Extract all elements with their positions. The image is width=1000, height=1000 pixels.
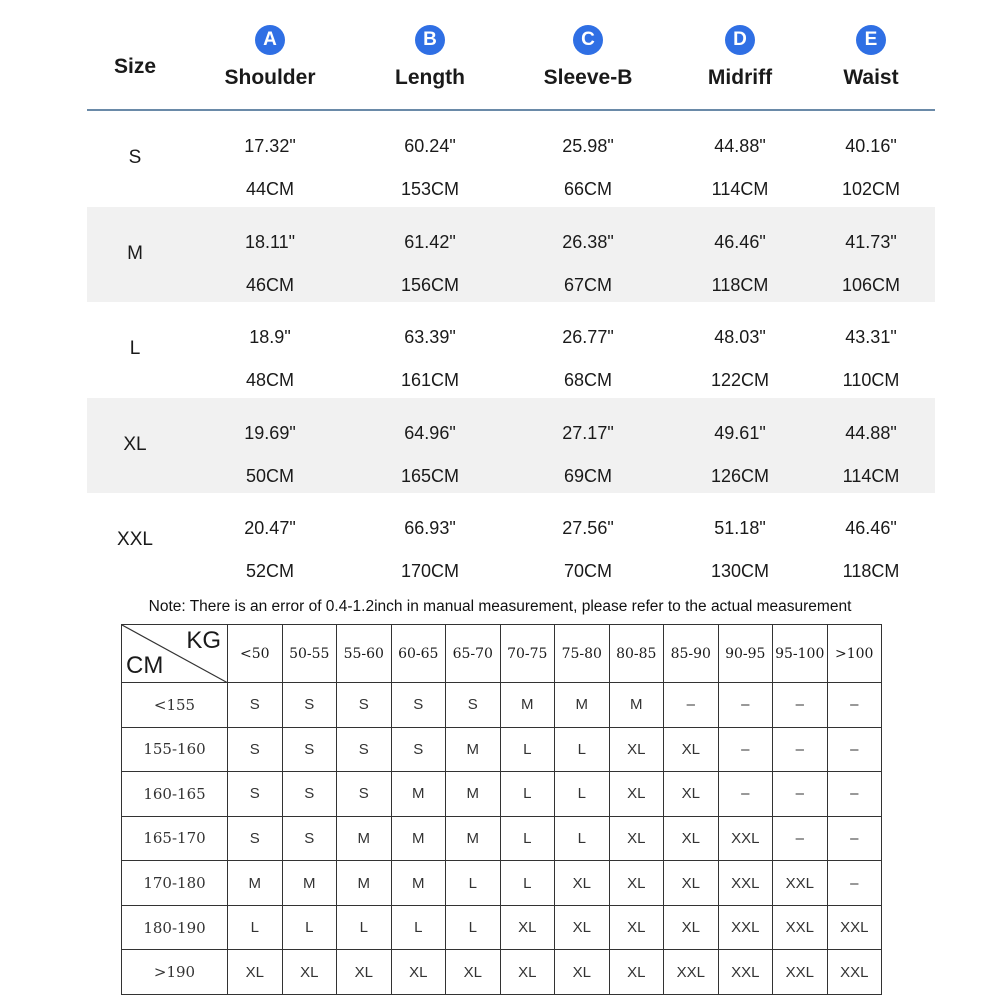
inch-value: 25.98" bbox=[562, 136, 614, 156]
size-cell: M bbox=[282, 861, 337, 906]
inch-value: 63.39" bbox=[404, 327, 456, 348]
column-label: Waist bbox=[843, 66, 899, 89]
size-cell: – bbox=[718, 683, 773, 728]
cm-value: 126CM bbox=[710, 465, 770, 486]
column-label: Shoulder bbox=[224, 66, 316, 89]
size-cell: – bbox=[718, 727, 773, 772]
size-cell: XL bbox=[609, 950, 664, 995]
cm-label: CM bbox=[126, 652, 164, 679]
inch-value: 18.11" bbox=[244, 231, 296, 252]
size-cell: – bbox=[773, 816, 828, 861]
size-cell: – bbox=[827, 727, 882, 772]
size-cell: XL bbox=[609, 905, 664, 950]
size-cell: XXL bbox=[773, 861, 828, 906]
size-cell: M bbox=[446, 816, 501, 861]
cm-value: 67CM bbox=[563, 274, 612, 295]
height-header: 165-170 bbox=[122, 816, 228, 861]
cm-value: 66CM bbox=[563, 179, 612, 199]
size-cell: XL bbox=[555, 950, 610, 995]
cm-value: 118CM bbox=[711, 274, 769, 295]
size-cell: S bbox=[391, 683, 446, 728]
size-cell: – bbox=[827, 772, 882, 817]
size-cell: S bbox=[337, 772, 392, 817]
size-cell: XL bbox=[228, 950, 283, 995]
size-cell: XL bbox=[664, 772, 719, 817]
height-row bbox=[122, 905, 882, 950]
kg-label: KG bbox=[186, 627, 221, 654]
weight-header-row bbox=[122, 625, 882, 683]
size-cell: – bbox=[664, 683, 719, 728]
cm-value: 118CM bbox=[842, 561, 900, 582]
size-cell: L bbox=[555, 727, 610, 772]
size-cell: XXL bbox=[664, 950, 719, 995]
inch-value: 17.32" bbox=[244, 136, 296, 156]
badge-a: A bbox=[255, 25, 285, 55]
size-cell: L bbox=[500, 727, 555, 772]
inch-value: 20.47" bbox=[244, 518, 296, 539]
size-cell: XL bbox=[664, 816, 719, 861]
measurement-row bbox=[87, 398, 935, 493]
cm-value: 46CM bbox=[245, 274, 294, 295]
size-cell: XL bbox=[664, 861, 719, 906]
size-cell: M bbox=[446, 727, 501, 772]
size-cell: XL bbox=[446, 950, 501, 995]
size-header: Size bbox=[113, 55, 157, 78]
size-cell: XL bbox=[609, 861, 664, 906]
cm-value: 114CM bbox=[711, 179, 769, 199]
weight-header: 70-75 bbox=[500, 625, 555, 683]
size-cell: XL bbox=[664, 905, 719, 950]
cm-value: 130CM bbox=[710, 561, 770, 582]
cm-value: 161CM bbox=[400, 370, 460, 391]
inch-value: 46.46" bbox=[845, 518, 897, 539]
row-size-label: XXL bbox=[117, 529, 153, 551]
height-row bbox=[122, 727, 882, 772]
inch-value: 48.03" bbox=[714, 327, 766, 348]
size-cell: L bbox=[446, 905, 501, 950]
size-cell: L bbox=[391, 905, 446, 950]
size-cell: M bbox=[609, 683, 664, 728]
grid-body bbox=[122, 683, 882, 995]
height-row bbox=[122, 772, 882, 817]
size-cell: S bbox=[337, 727, 392, 772]
size-cell: S bbox=[228, 683, 283, 728]
weight-header: 95-100 bbox=[773, 625, 828, 683]
size-cell: M bbox=[391, 861, 446, 906]
cm-value: 52CM bbox=[245, 561, 294, 582]
size-cell: M bbox=[337, 861, 392, 906]
inch-value: 61.42" bbox=[404, 231, 456, 252]
cm-value: 153CM bbox=[400, 179, 460, 199]
size-cell: – bbox=[773, 683, 828, 728]
column-label: Midriff bbox=[707, 66, 773, 89]
height-row bbox=[122, 816, 882, 861]
size-grid-table bbox=[121, 624, 882, 995]
size-cell: L bbox=[500, 861, 555, 906]
row-size-label: L bbox=[129, 338, 141, 360]
cm-value: 102CM bbox=[841, 179, 901, 199]
inch-value: 41.73" bbox=[845, 231, 897, 252]
size-cell: XL bbox=[664, 727, 719, 772]
inch-value: 27.56" bbox=[562, 518, 614, 539]
weight-header: 90-95 bbox=[718, 625, 773, 683]
weight-header: 75-80 bbox=[555, 625, 610, 683]
size-cell: – bbox=[827, 816, 882, 861]
size-cell: M bbox=[337, 816, 392, 861]
size-cell: M bbox=[391, 816, 446, 861]
size-cell: – bbox=[773, 727, 828, 772]
row-size-label: S bbox=[128, 147, 142, 168]
inch-value: 66.93" bbox=[404, 518, 456, 539]
size-cell: S bbox=[337, 683, 392, 728]
weight-header: >100 bbox=[827, 625, 882, 683]
size-cell: L bbox=[446, 861, 501, 906]
size-cell: L bbox=[337, 905, 392, 950]
size-cell: M bbox=[500, 683, 555, 728]
badge-d: D bbox=[725, 25, 755, 55]
badge-b: B bbox=[415, 25, 445, 55]
height-row bbox=[122, 861, 882, 906]
weight-header: 80-85 bbox=[609, 625, 664, 683]
grid-corner bbox=[122, 625, 228, 683]
measurement-header bbox=[0, 0, 1000, 110]
size-cell: S bbox=[282, 772, 337, 817]
size-cell: L bbox=[228, 905, 283, 950]
cm-value: 122CM bbox=[710, 370, 770, 391]
size-cell: XL bbox=[555, 905, 610, 950]
weight-header: 60-65 bbox=[391, 625, 446, 683]
column-label: Sleeve-B bbox=[543, 66, 633, 89]
size-cell: L bbox=[282, 905, 337, 950]
size-cell: XL bbox=[337, 950, 392, 995]
inch-value: 40.16" bbox=[845, 136, 897, 156]
column-label: Length bbox=[395, 66, 465, 89]
size-cell: XXL bbox=[827, 950, 882, 995]
cm-value: 165CM bbox=[400, 465, 460, 486]
cm-value: 110CM bbox=[842, 370, 900, 391]
size-cell: S bbox=[228, 727, 283, 772]
size-cell: XL bbox=[555, 861, 610, 906]
measurement-row bbox=[87, 207, 935, 302]
size-cell: XL bbox=[391, 950, 446, 995]
inch-value: 26.38" bbox=[562, 231, 614, 252]
size-cell: XXL bbox=[773, 905, 828, 950]
size-cell: – bbox=[827, 683, 882, 728]
cm-value: 170CM bbox=[400, 561, 460, 582]
measurement-row bbox=[87, 302, 935, 397]
weight-header: 50-55 bbox=[282, 625, 337, 683]
cm-value: 114CM bbox=[842, 465, 900, 486]
size-cell: XL bbox=[500, 905, 555, 950]
size-cell: S bbox=[391, 727, 446, 772]
inch-value: 27.17" bbox=[562, 422, 614, 443]
size-cell: S bbox=[446, 683, 501, 728]
height-header: >190 bbox=[122, 950, 228, 995]
inch-value: 64.96" bbox=[404, 422, 456, 443]
size-cell: XXL bbox=[718, 816, 773, 861]
size-cell: XL bbox=[609, 816, 664, 861]
size-cell: L bbox=[500, 772, 555, 817]
size-cell: XL bbox=[282, 950, 337, 995]
measurement-row bbox=[87, 493, 935, 588]
height-row bbox=[122, 683, 882, 728]
cm-value: 106CM bbox=[841, 274, 901, 295]
measurement-row bbox=[87, 111, 935, 206]
size-cell: S bbox=[228, 816, 283, 861]
size-cell: XXL bbox=[718, 861, 773, 906]
size-cell: M bbox=[555, 683, 610, 728]
badge-c: C bbox=[573, 25, 603, 55]
inch-value: 19.69" bbox=[244, 422, 296, 443]
size-cell: XL bbox=[609, 727, 664, 772]
cm-value: 70CM bbox=[563, 561, 612, 582]
badge-e: E bbox=[856, 25, 886, 55]
size-cell: – bbox=[773, 772, 828, 817]
inch-value: 44.88" bbox=[714, 136, 766, 156]
height-header: 180-190 bbox=[122, 905, 228, 950]
size-cell: L bbox=[555, 772, 610, 817]
size-cell: XXL bbox=[827, 905, 882, 950]
inch-value: 43.31" bbox=[845, 327, 897, 348]
size-cell: XXL bbox=[718, 950, 773, 995]
height-header: 160-165 bbox=[122, 772, 228, 817]
height-row bbox=[122, 950, 882, 995]
inch-value: 18.9" bbox=[249, 327, 291, 348]
cm-value: 68CM bbox=[563, 370, 612, 391]
cm-value: 156CM bbox=[400, 274, 460, 295]
height-header: 170-180 bbox=[122, 861, 228, 906]
row-size-label: M bbox=[127, 242, 143, 264]
weight-header: 55-60 bbox=[337, 625, 392, 683]
size-cell: L bbox=[555, 816, 610, 861]
size-cell: XXL bbox=[773, 950, 828, 995]
size-cell: S bbox=[282, 816, 337, 861]
cm-value: 69CM bbox=[563, 465, 612, 486]
inch-value: 46.46" bbox=[714, 231, 766, 252]
size-cell: XL bbox=[500, 950, 555, 995]
cm-value: 44CM bbox=[245, 179, 294, 199]
measurement-note: Note: There is an error of 0.4-1.2inch in manual measurement, please refer to the actual measurement bbox=[148, 598, 852, 615]
weight-header: <50 bbox=[228, 625, 283, 683]
size-cell: S bbox=[282, 683, 337, 728]
height-header: 155-160 bbox=[122, 727, 228, 772]
size-cell: – bbox=[827, 861, 882, 906]
size-cell: L bbox=[500, 816, 555, 861]
inch-value: 44.88" bbox=[845, 422, 897, 443]
size-recommendation-grid bbox=[121, 624, 881, 995]
inch-value: 49.61" bbox=[714, 422, 766, 443]
size-cell: S bbox=[228, 772, 283, 817]
row-size-label: XL bbox=[123, 433, 147, 455]
height-header: <155 bbox=[122, 683, 228, 728]
size-cell: XL bbox=[609, 772, 664, 817]
size-cell: M bbox=[391, 772, 446, 817]
size-cell: – bbox=[718, 772, 773, 817]
cm-value: 50CM bbox=[245, 465, 294, 486]
weight-header: 65-70 bbox=[446, 625, 501, 683]
size-cell: S bbox=[282, 727, 337, 772]
size-cell: M bbox=[446, 772, 501, 817]
cm-value: 48CM bbox=[245, 370, 294, 391]
size-cell: XXL bbox=[718, 905, 773, 950]
inch-value: 51.18" bbox=[714, 518, 766, 539]
size-cell: M bbox=[228, 861, 283, 906]
inch-value: 26.77" bbox=[562, 327, 614, 348]
weight-header: 85-90 bbox=[664, 625, 719, 683]
inch-value: 60.24" bbox=[404, 136, 456, 156]
